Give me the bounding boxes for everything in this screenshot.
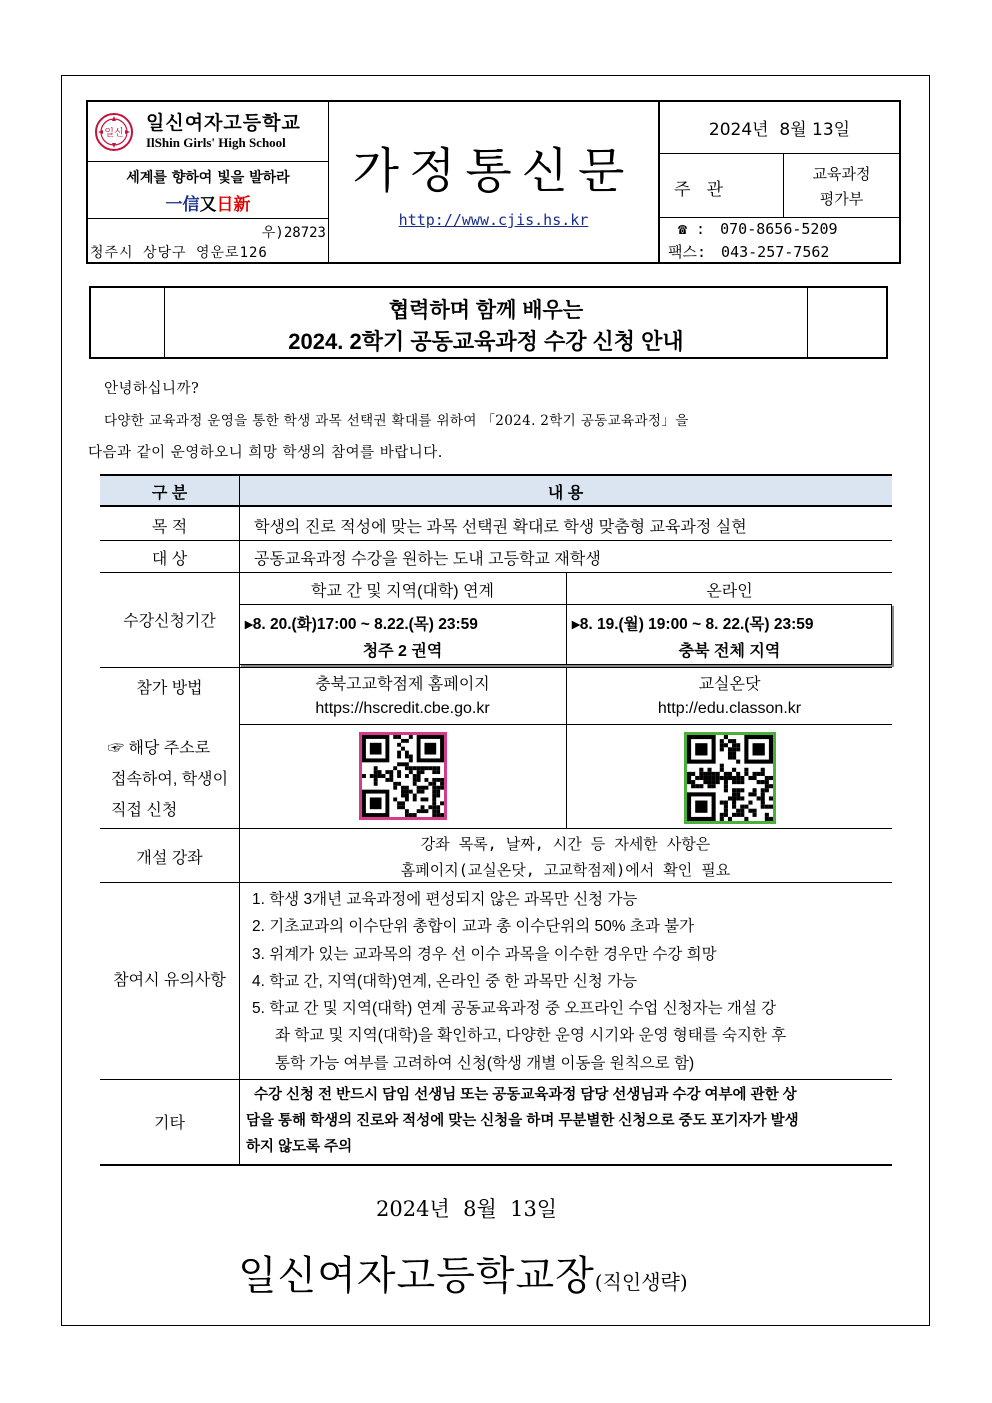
- course-label: 개설 강좌: [136, 850, 203, 867]
- motto-hanja-3: 日新: [216, 195, 251, 215]
- greeting: 안녕하십니까?: [104, 381, 200, 397]
- fax-number: 043-257-7562: [721, 243, 830, 261]
- caution-item: 4. 학교 간, 지역(대학)연계, 온라인 중 한 과목만 신청 가능: [252, 972, 638, 990]
- caution-list: [252, 886, 786, 1077]
- date-cell: [660, 102, 899, 154]
- school-motto: 세계를 향하여 빛을 발하라: [126, 170, 290, 186]
- caution-item: 통학 가능 여부를 고려하여 신청(학생 개별 이동을 원칙으로 함): [275, 1054, 695, 1072]
- fax-label: 팩스:: [668, 243, 707, 261]
- address-cell: [88, 219, 329, 262]
- purpose-text: 학생의 진로 적성에 맞는 과목 선택권 확대로 학생 맞춤형 교육과정 실현: [254, 519, 747, 536]
- footer-date: 2024년 8월 13일: [376, 1197, 558, 1221]
- motto-hanja-2: 又: [199, 195, 217, 215]
- caution-item: 5. 학교 간 및 지역(대학) 연계 공동교육과정 중 오프라인 수업 신청자는 개설 강: [252, 1000, 777, 1018]
- notice-title-box: [89, 286, 888, 359]
- method-note-1: ☞ 해당 주소로: [108, 740, 211, 757]
- school-name-english: IlShin Girls' High School: [146, 135, 286, 150]
- course-line1: 강좌 목록, 날짜, 시간 등 자세한 사항은: [420, 835, 711, 853]
- school-logo-cell: [88, 102, 329, 162]
- column1-head: 학교 간 및 지역(대학) 연계: [311, 583, 494, 600]
- method-note-3: 직접 신청: [111, 802, 178, 819]
- organizer-value-cell: [784, 154, 899, 218]
- column1-region: 청주 2 권역: [362, 643, 443, 660]
- organizer-label: 주 관: [674, 180, 724, 200]
- motto-cell: [88, 162, 329, 219]
- method-note-2: 접속하여, 학생이: [111, 771, 229, 788]
- caution-item: 3. 위계가 있는 교과목의 경우 선 이수 과목을 이수한 경우만 수강 희망: [252, 945, 717, 963]
- motto-hanja: [88, 190, 328, 215]
- column2-head: 온라인: [706, 583, 753, 600]
- method-label: 참가 방법: [136, 680, 203, 697]
- contact-cell: [660, 218, 899, 262]
- caution-label: 참여시 유의사항: [113, 972, 226, 989]
- header-content: 내 용: [547, 485, 584, 502]
- issue-date: 2024년 8월 13일: [708, 120, 851, 140]
- tel-number: 070-8656-5209: [720, 220, 838, 238]
- motto-hanja-1: 一信: [165, 195, 200, 215]
- notice-title-line1: 협력하며 함께 배우는: [388, 299, 584, 322]
- tel-row: [678, 220, 838, 238]
- title-cell: [329, 102, 660, 262]
- period-label: 수강신청기간: [123, 613, 216, 630]
- school-address: 청주시 상당구 영운로126: [90, 245, 268, 261]
- newsletter-header: [86, 100, 901, 264]
- caution-item: 좌 학교 및 지역(대학)을 확인하고, 다양한 운영 시기와 운영 형태를 숙지한 후: [275, 1027, 787, 1045]
- etc-text: [246, 1082, 799, 1160]
- etc-label: 기타: [154, 1115, 185, 1132]
- column2-url[interactable]: http://edu.classon.kr: [657, 700, 802, 717]
- organizer-label-cell: [660, 154, 784, 218]
- column2-site: 교실온닷: [698, 676, 761, 693]
- etc-line: 담을 통해 학생의 진로와 적성에 맞는 신청을 하며 무분별한 신청으로 중도 포기자가 발생: [246, 1113, 799, 1129]
- column2-region: 충북 전체 지역: [678, 643, 781, 660]
- column1-url[interactable]: https://hscredit.cbe.go.kr: [315, 700, 490, 717]
- caution-item: 2. 기초교과의 이수단위 총합이 교과 총 이수단위의 50% 초과 불가: [252, 918, 695, 936]
- phone-icon: ☎ :: [678, 220, 706, 238]
- header-category: 구 분: [151, 485, 188, 502]
- newsletter-title: 가정통신문: [352, 143, 635, 199]
- intro-line1: 다양한 교육과정 운영을 통한 학생 과목 선택권 확대를 위하여 「2024. 2학기 공동교육과정」을: [104, 413, 689, 429]
- course-line2: 홈페이지(교실온닷, 고교학점제)에서 확인 필요: [400, 861, 731, 879]
- notice-title-line2: 2024. 2학기 공동교육과정 수강 신청 안내: [288, 329, 684, 354]
- caution-item: 1. 학생 3개년 교육과정에 편성되지 않은 과목만 신청 가능: [252, 891, 638, 908]
- postal-code: 우)28723: [261, 225, 326, 241]
- seal-omitted-note: (직인생략): [594, 1270, 688, 1294]
- target-text: 공동교육과정 수강을 원하는 도내 고등학교 재학생: [254, 551, 601, 568]
- classon-qr-code[interactable]: [684, 732, 776, 824]
- intro-line2: 다음과 같이 운영하오니 희망 학생의 참여를 바랍니다.: [88, 445, 443, 461]
- fax-row: [668, 241, 829, 262]
- etc-line: 하지 않도록 주의: [246, 1139, 353, 1155]
- etc-line: 수강 신청 전 반드시 담임 선생님 또는 공동교육과정 담당 선생님과 수강 여부에 관한 상: [254, 1087, 797, 1103]
- signer-name: 일신여자고등학교장: [238, 1253, 595, 1299]
- column1-site: 충북고교학점제 홈페이지: [315, 676, 490, 693]
- school-emblem-icon: [94, 112, 134, 152]
- school-name: 일신여자고등학교: [146, 112, 301, 134]
- column1-period: ▸8. 20.(화)17:00 ~ 8.22.(목) 23:59: [245, 616, 478, 633]
- footer-signer: [238, 1244, 688, 1301]
- organizer-value-2: 평가부: [819, 190, 864, 208]
- organizer-value-1: 교육과정: [812, 165, 871, 183]
- purpose-label: 목 적: [151, 519, 188, 536]
- emblem-text: 일신: [104, 128, 124, 139]
- hscredit-qr-code[interactable]: [359, 732, 447, 820]
- school-url[interactable]: http://www.cjis.hs.kr: [398, 211, 589, 229]
- target-label: 대 상: [151, 551, 188, 568]
- column2-period: ▸8. 19.(월) 19:00 ~ 8. 22.(목) 23:59: [572, 616, 814, 633]
